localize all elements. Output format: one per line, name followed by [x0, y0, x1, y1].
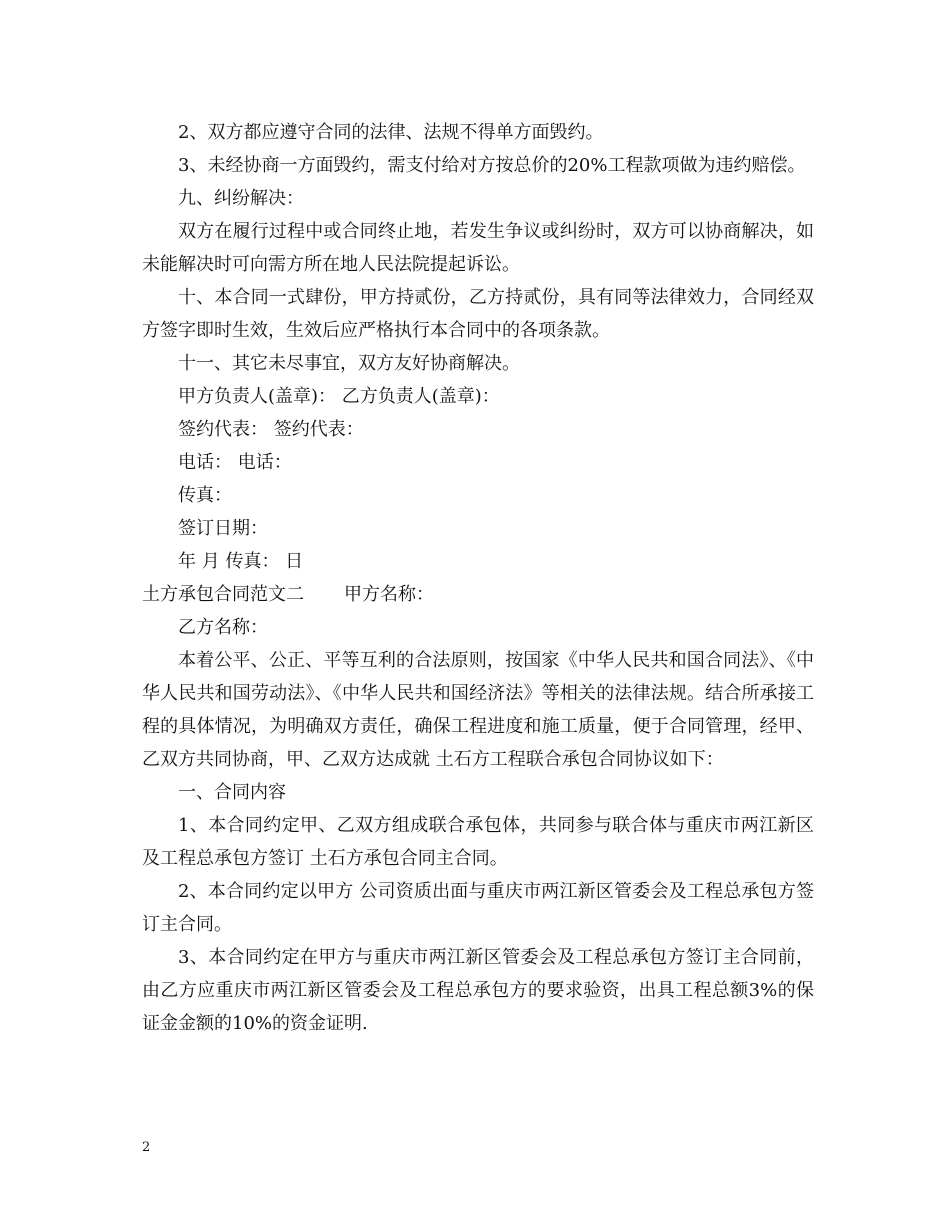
page-number: 2 [142, 1140, 151, 1155]
party-a-name-label: 甲方名称： [344, 584, 434, 605]
paragraph: 1、本合同约定甲、乙双方组成联合承包体，共同参与联合体与重庆市两江新区及工程总承包方签订 土石方承包合同主合同。 [142, 815, 814, 869]
second-contract-title: 土方承包合同范文二 [142, 584, 304, 605]
signature-line: 年 月 传真： 日 [178, 551, 304, 572]
paragraph: 双方在履行过程中或合同终止地，若发生争议或纠纷时，双方可以协商解决，如未能解决时可向需方所在地人民法院提起诉讼。 [142, 221, 814, 275]
section-heading: 一、合同内容 [178, 782, 286, 803]
paragraph: 2、本合同约定以甲方 公司资质出面与重庆市两江新区管委会及工程总承包方签订主合同。 [142, 881, 814, 935]
paragraph: 2、双方都应遵守合同的法律、法规不得单方面毁约。 [178, 122, 604, 143]
paragraph: 3、未经协商一方面毁约，需支付给对方按总价的20%工程款项做为违约赔偿。 [178, 155, 806, 176]
party-b-name-label: 乙方名称： [178, 617, 268, 638]
signature-line: 签约代表： 签约代表： [178, 419, 364, 440]
paragraph: 3、本合同约定在甲方与重庆市两江新区管委会及工程总承包方签订主合同前，由乙方应重庆市两江新区管委会及工程总承包方的要求验资，出具工程总额3%的保证金金额的10%的资金证明. [142, 947, 814, 1034]
paragraph: 本着公平、公正、平等互利的合法原则，按国家《中华人民共和国合同法》、《中华人民共和国劳动法》、《中华人民共和国经济法》等相关的法律法规。结合所承接工程的具体情况，为明确双方责任，确保工程进度和施工质量，便于合同管理，经甲、乙双方共同协商，甲、乙双方达成就 土石方工程联合承包合同协议如下： [142, 650, 814, 770]
paragraph: 十一、其它未尽事宜，双方友好协商解决。 [178, 353, 520, 374]
second-contract-title-line [142, 578, 814, 611]
signature-line: 传真： [178, 485, 232, 506]
paragraph: 十、本合同一式肆份，甲方持贰份，乙方持贰份，具有同等法律效力，合同经双方签字即时生效，生效后应严格执行本合同中的各项条款。 [142, 287, 814, 341]
document-body [142, 116, 814, 1040]
signature-line: 甲方负责人(盖章)： 乙方负责人(盖章)： [178, 386, 500, 407]
signature-line: 签订日期： [178, 518, 268, 539]
signature-line: 电话： 电话： [178, 452, 292, 473]
section-heading: 九、纠纷解决： [178, 188, 304, 209]
